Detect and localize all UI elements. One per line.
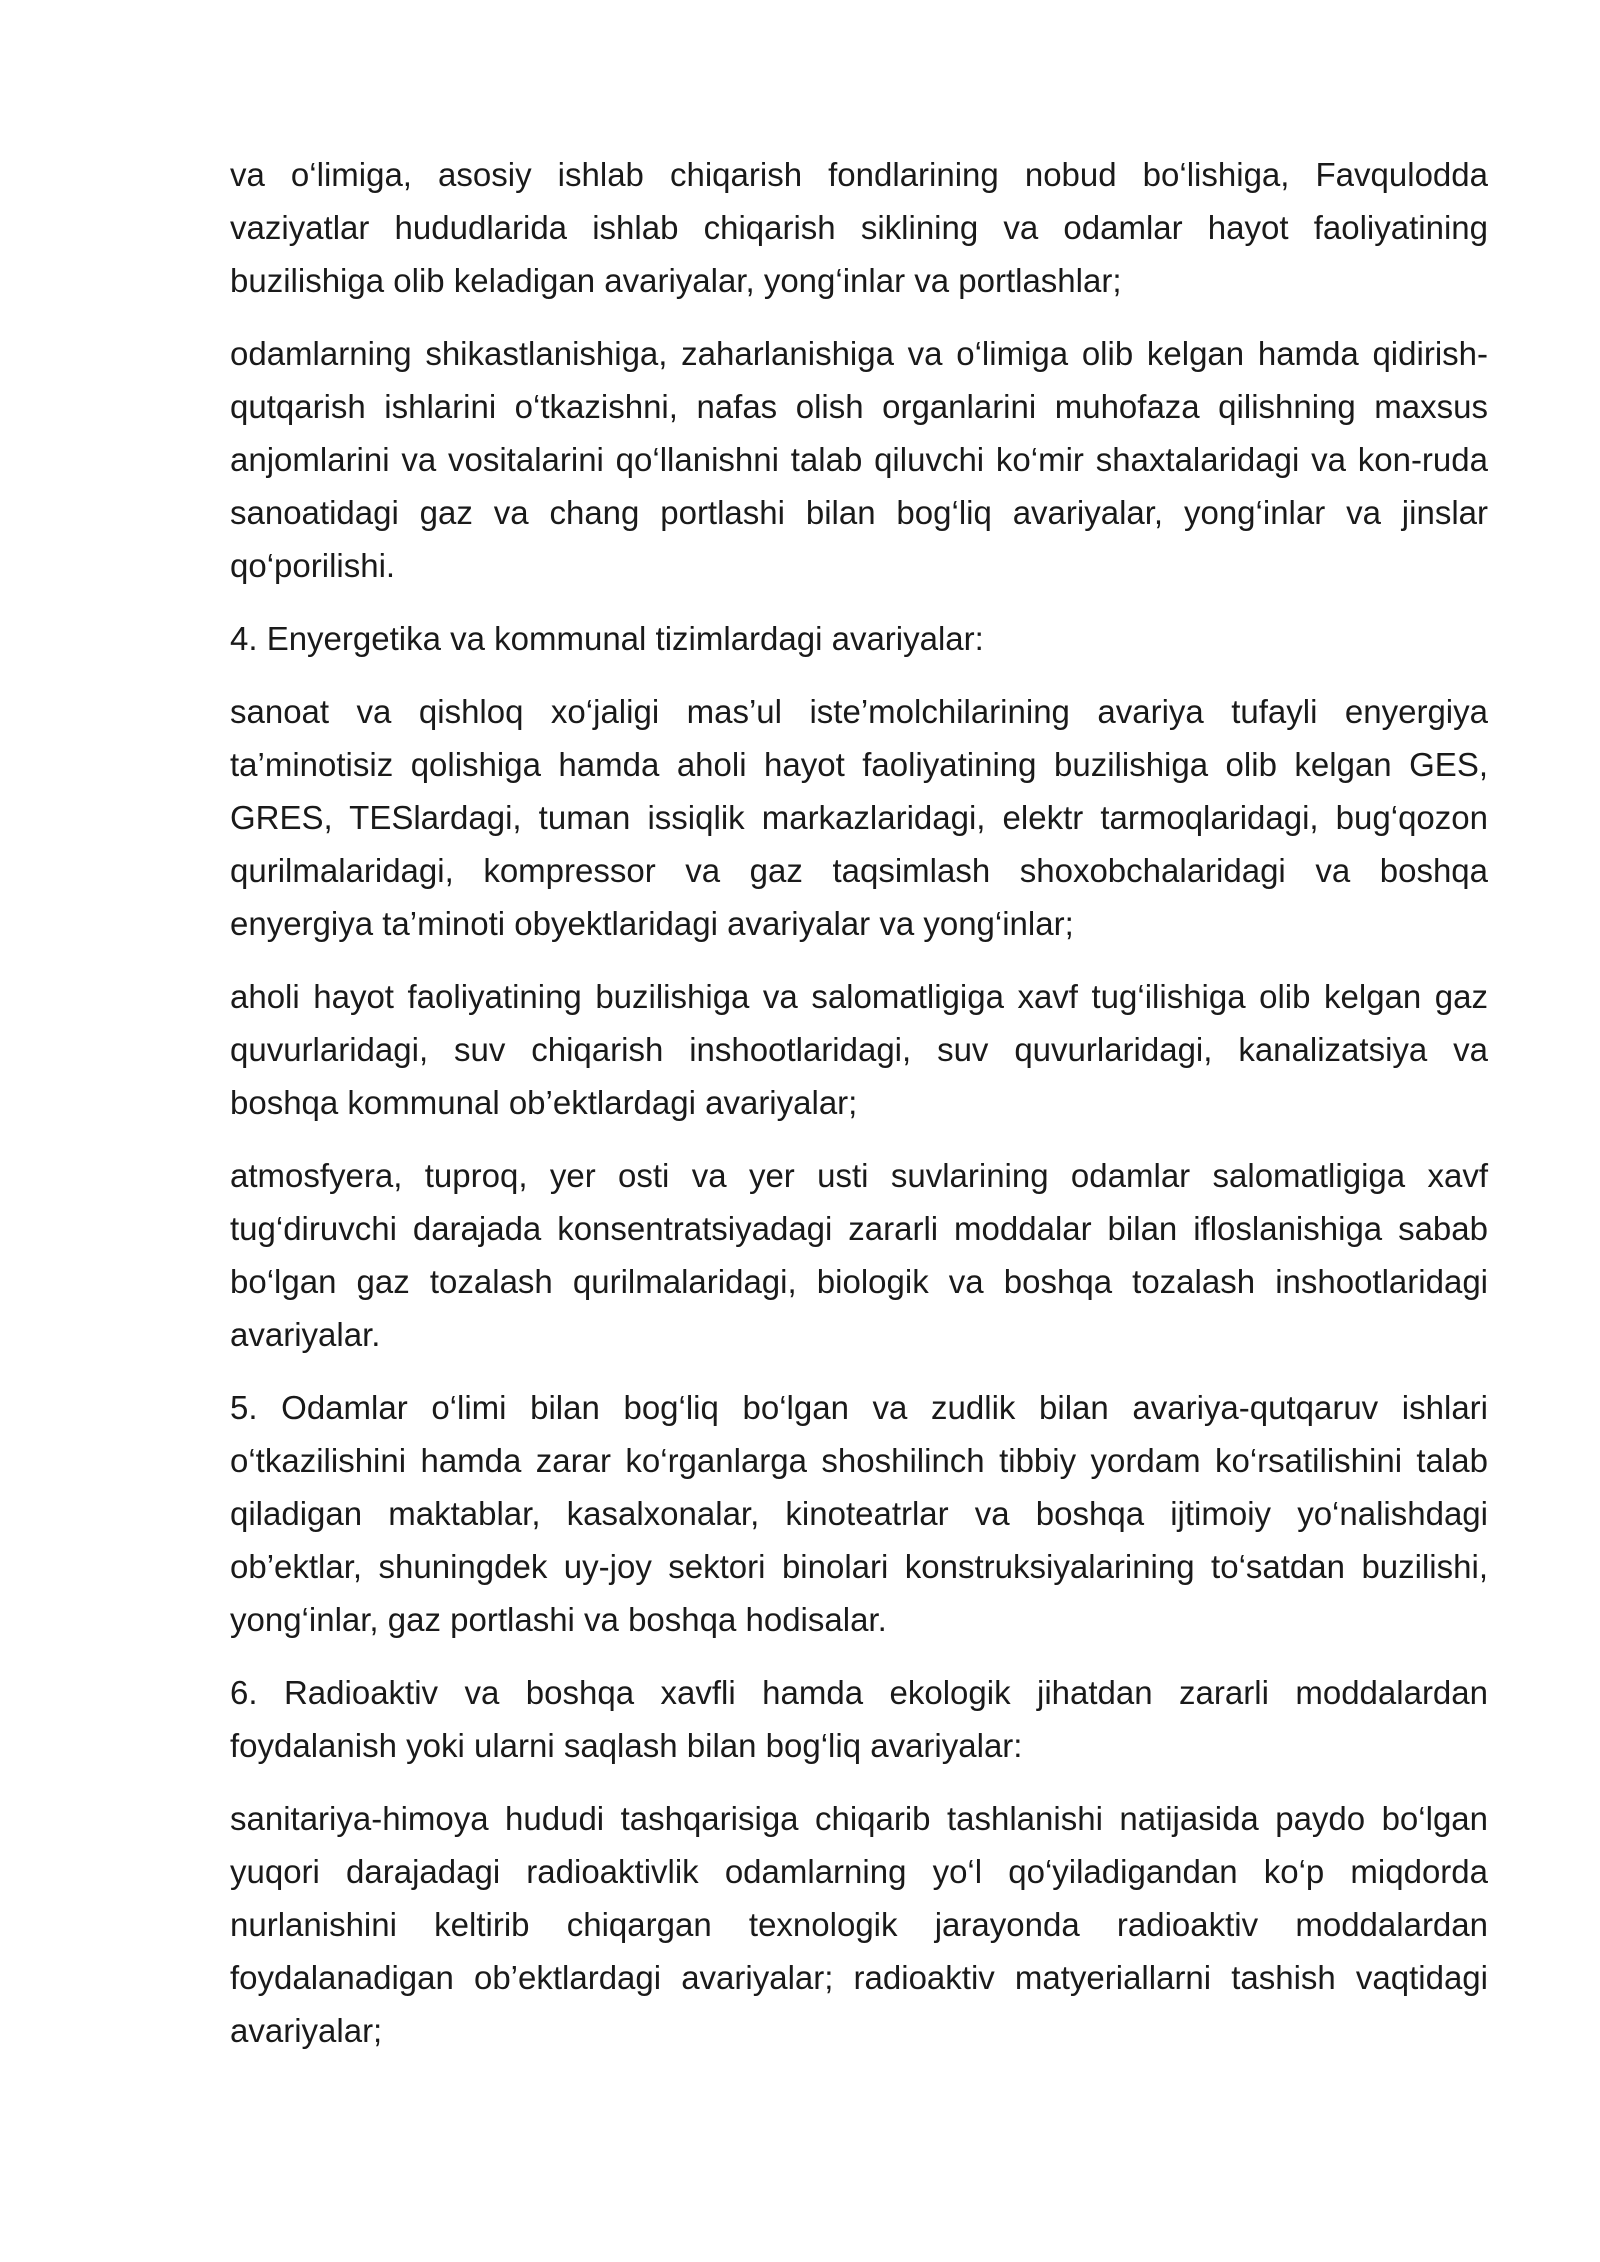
paragraph-communal-utilities: aholi hayot faoliyatining buzilishiga va salomatligiga xavf tug‘ilishiga olib kelgan gaz quvurlaridagi, suv chiqarish inshootlaridagi, suv quvurlaridagi, kanalizatsiya va boshqa kommunal ob’ektlardagi avariyalar;	[230, 978, 1488, 1121]
paragraph-mining-accidents: odamlarning shikastlanishiga, zaharlanishiga va o‘limiga olib kelgan hamda qidirish-qutqarish ishlarini o‘tkazishni, nafas olish organlarini muhofaza qilishning maxsus anjomlarini va vositalarini qo‘llanishni talab qiluvchi ko‘mir shaxtalaridagi va kon-ruda sanoatidagi gaz va chang portlashi bilan bog‘liq avariyalar, yong‘inlar va jinslar qo‘porilishi.	[230, 335, 1488, 584]
section-heading-radioactive: 6. Radioaktiv va boshqa xavfli hamda ekologik jihatdan zararli moddalardan foydalanish yoki ularni saqlash bilan bog‘liq avariyalar:	[230, 1674, 1488, 1764]
section-heading-buildings: 5. Odamlar o‘limi bilan bog‘liq bo‘lgan va zudlik bilan avariya-qutqaruv ishlari o‘tkazilishini hamda zarar ko‘rganlarga shoshilinch tibbiy yordam ko‘rsatilishini talab qiladigan maktablar, kasalxonalar, kinoteatrlar va boshqa ijtimoiy yo‘nalishdagi ob’ektlar, shuningdek uy-joy sektori binolari konstruksiyalarining to‘satdan buzilishi, yong‘inlar, gaz portlashi va boshqa hodisalar.	[230, 1389, 1488, 1638]
paragraph-continuation: va o‘limiga, asosiy ishlab chiqarish fondlarining nobud bo‘lishiga, Favqulodda vaziyatlar hududlarida ishlab chiqarish siklining va odamlar hayot faoliyatining buzilishiga olib keladigan avariyalar, yong‘inlar va portlashlar;	[230, 156, 1488, 299]
paragraph-pollution: atmosfyera, tuproq, yer osti va yer usti suvlarining odamlar salomatligiga xavf tug‘diruvchi darajada konsentratsiyadagi zararli moddalar bilan ifloslanishiga sabab bo‘lgan gaz tozalash qurilmalaridagi, biologik va boshqa tozalash inshootlaridagi avariyalar.	[230, 1157, 1488, 1353]
paragraph-radioactive-accidents: sanitariya-himoya hududi tashqarisiga chiqarib tashlanishi natijasida paydo bo‘lgan yuqori darajadagi radioaktivlik odamlarning yo‘l qo‘yiladigandan ko‘p miqdorda nurlanishini keltirib chiqargan texnologik jarayonda radioaktiv moddalardan foydalanadigan ob’ektlardagi avariyalar; radioaktiv matyeriallarni tashish vaqtidagi avariyalar;	[230, 1800, 1488, 2049]
section-heading-energy: 4. Enyergetika va kommunal tizimlardagi avariyalar:	[230, 620, 984, 657]
paragraph-energy-supply: sanoat va qishloq xo‘jaligi mas’ul iste’molchilarining avariya tufayli enyergiya ta’minotisiz qolishiga hamda aholi hayot faoliyatining buzilishiga olib kelgan GES, GRES, TESlardagi, tuman issiqlik markazlaridagi, elektr tarmoqlaridagi, bug‘qozon qurilmalaridagi, kompressor va gaz taqsimlash shoxobchalaridagi va boshqa enyergiya ta’minoti obyektlaridagi avariyalar va yong‘inlar;	[230, 693, 1488, 942]
document-page	[230, 148, 1488, 2077]
